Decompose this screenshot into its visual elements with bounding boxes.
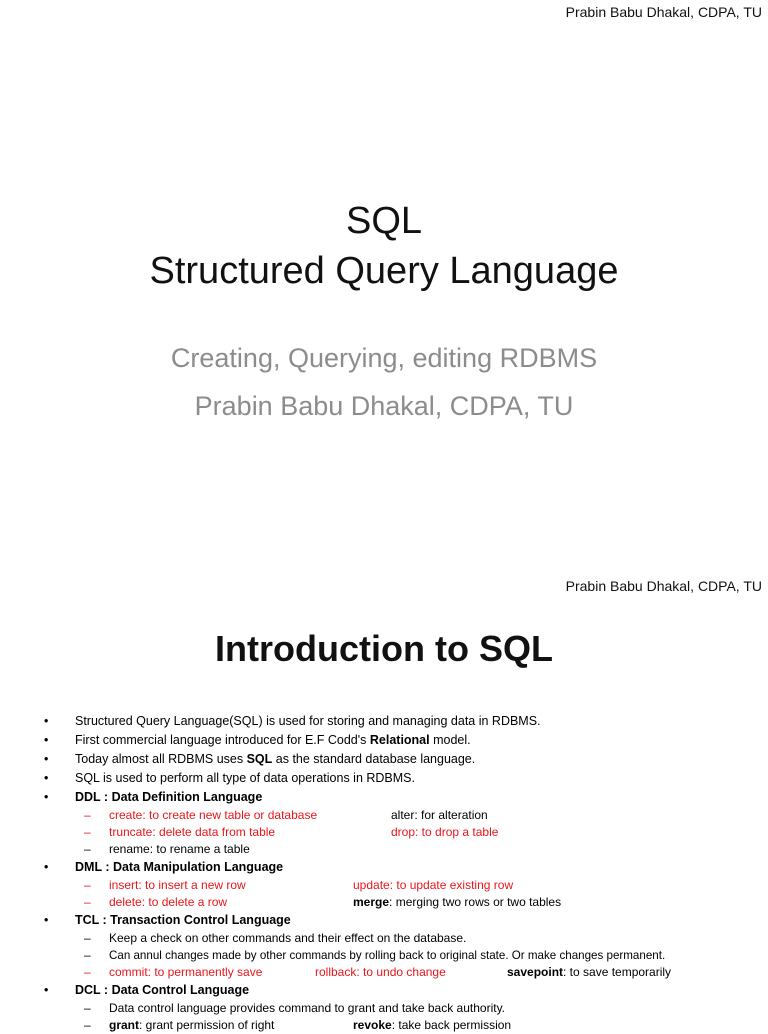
dash-glyph: – <box>84 878 91 892</box>
bullet-glyph: • <box>44 771 49 785</box>
bullet-glyph: • <box>44 860 49 874</box>
bullet-glyph: • <box>44 733 49 747</box>
list-item: • First commercial language introduced for E.F Codd's Relational model. <box>0 731 768 750</box>
dcl-heading: • DCL : Data Control Language <box>0 981 768 1000</box>
dash-glyph: – <box>84 808 91 822</box>
slide1-title <box>0 196 768 296</box>
list-item: • SQL is used to perform all type of data operations in RDBMS. <box>0 769 768 788</box>
dash-glyph: – <box>84 895 91 909</box>
dml-update: update: to update existing row <box>353 878 514 892</box>
bullet-glyph: • <box>44 752 49 766</box>
ddl-row-3 <box>0 841 768 858</box>
dash-glyph: – <box>84 948 91 962</box>
dml-row-1 <box>0 877 768 894</box>
ddl-rename: rename: to rename a table <box>109 842 250 856</box>
list-item: • Structured Query Language(SQL) is used for storing and managing data in RDBMS. <box>0 712 768 731</box>
tcl-row-1 <box>0 930 768 947</box>
slide1-header: Prabin Babu Dhakal, CDPA, TU <box>565 4 762 20</box>
tcl-savepoint: savepoint: to save temporarily <box>507 965 672 979</box>
dml-heading: • DML : Data Manipulation Language <box>0 858 768 877</box>
ddl-heading: • DDL : Data Definition Language <box>0 788 768 807</box>
ddl-drop: drop: to drop a table <box>391 825 499 839</box>
bullet-glyph: • <box>44 913 49 927</box>
title-line-sql: SQL <box>345 200 423 242</box>
bullet-list <box>0 712 768 1034</box>
slide2-title: Introduction to SQL <box>215 628 553 669</box>
slide2-header: Prabin Babu Dhakal, CDPA, TU <box>565 578 762 594</box>
ddl-create: create: to create new table or database <box>109 808 318 822</box>
dml-row-2 <box>0 894 768 911</box>
title-line-full: Structured Query Language <box>149 250 619 292</box>
tcl-line-2: Can annul changes made by other commands by rolling back to original state. Or make changes permanent. <box>109 949 666 962</box>
dcl-revoke: revoke: take back permission <box>353 1018 512 1032</box>
dash-glyph: – <box>84 965 91 979</box>
slide1-subtitle <box>0 334 768 430</box>
slide-introduction <box>0 566 768 1032</box>
dcl-grant: grant: grant permission of right <box>109 1018 275 1032</box>
bullet-glyph: • <box>44 714 49 728</box>
tcl-commit: commit: to permanently save <box>109 965 263 979</box>
dcl-row-2 <box>0 1017 768 1034</box>
dash-glyph: – <box>84 842 91 856</box>
list-item: • Today almost all RDBMS uses SQL as the standard database language. <box>0 750 768 769</box>
dash-glyph: – <box>84 1001 91 1015</box>
dml-delete: delete: to delete a row <box>109 895 228 909</box>
dash-glyph: – <box>84 931 91 945</box>
tcl-heading: • TCL : Transaction Control Language <box>0 911 768 930</box>
tcl-row-3 <box>0 964 768 981</box>
subtitle-line-topic: Creating, Querying, editing RDBMS <box>170 343 598 373</box>
dcl-line-1: Data control language provides command to grant and take back authority. <box>109 1001 506 1015</box>
dml-merge: merge: merging two rows or two tables <box>353 895 562 909</box>
dash-glyph: – <box>84 1018 91 1032</box>
bullet-glyph: • <box>44 790 49 804</box>
subtitle-line-author: Prabin Babu Dhakal, CDPA, TU <box>194 391 574 421</box>
tcl-rollback: rollback: to undo change <box>315 965 446 979</box>
ddl-alter: alter: for alteration <box>391 808 488 822</box>
bullet-glyph: • <box>44 983 49 997</box>
dml-insert: insert: to insert a new row <box>109 878 246 892</box>
ddl-truncate: truncate: delete data from table <box>109 825 276 839</box>
tcl-line-1: Keep a check on other commands and their effect on the database. <box>109 931 467 945</box>
ddl-row-2 <box>0 824 768 841</box>
ddl-row-1 <box>0 807 768 824</box>
tcl-row-2 <box>0 947 768 964</box>
dcl-row-1 <box>0 1000 768 1017</box>
dash-glyph: – <box>84 825 91 839</box>
